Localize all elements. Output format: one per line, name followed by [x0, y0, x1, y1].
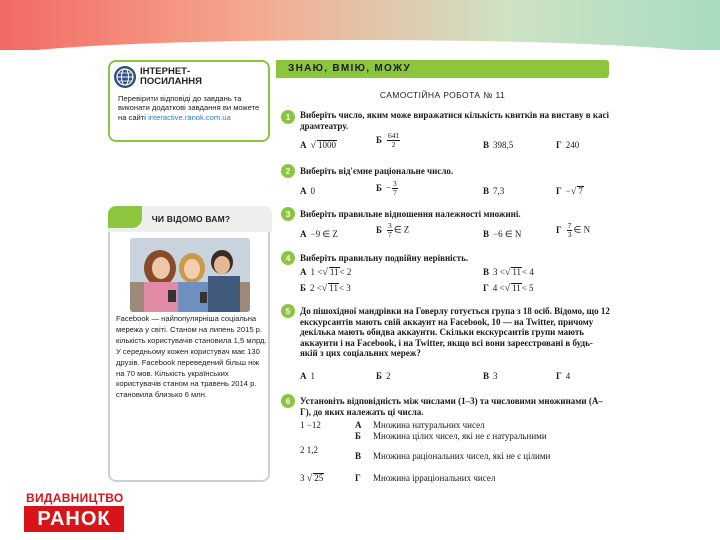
- inequality-right: < 4: [522, 267, 534, 277]
- fraction-numerator: 7: [567, 221, 572, 230]
- match-right-text: Множина ірраціональних чисел: [373, 473, 496, 483]
- option-letter: В: [483, 186, 490, 196]
- internet-links-description: Перевірити відповіді до завдань та виконати додаткові завдання ви можете на сайті: [118, 94, 260, 122]
- publisher-logo-top: ВИДАВНИЦТВО: [26, 491, 124, 505]
- did-you-know-box: [108, 206, 270, 482]
- match-left-number: 3: [300, 473, 305, 483]
- question-number: 6: [281, 394, 295, 408]
- match-right-text: Множина натуральних чисел: [373, 420, 485, 430]
- fraction-numerator: 641: [387, 131, 400, 140]
- option-letter: Б: [300, 283, 306, 293]
- answer-option: [483, 283, 534, 294]
- radical-sign: √: [322, 267, 328, 278]
- inequality-left: 2 <: [309, 283, 322, 293]
- answer-option: [376, 132, 401, 149]
- answer-option: [376, 371, 390, 381]
- option-letter: Б: [376, 371, 382, 381]
- option-value: 0: [310, 186, 315, 196]
- match-right-item: [355, 420, 610, 431]
- radical-sign: √: [504, 267, 511, 278]
- option-value: 7: [578, 186, 583, 196]
- option-letter: Г: [556, 186, 562, 196]
- question-number: 2: [281, 164, 295, 178]
- section-header-bar: [276, 60, 609, 78]
- option-letter: В: [483, 267, 490, 277]
- fraction-denominator: 3: [567, 230, 572, 239]
- option-letter: А: [300, 267, 307, 277]
- radicand: 11: [329, 283, 338, 293]
- option-letter: Г: [355, 473, 361, 483]
- radical-sign: √: [504, 283, 511, 294]
- question-number: 5: [281, 304, 295, 318]
- question-text: До пішохідної мандрівки на Говерлу готується група з 18 осіб. Відомо, що 12 екскурсантів мають свій аккаунт на Facebook, 10 — на Twitter, причому декілька мають обидва аккаунти. Скільки екскурсантів групи мають аккаунти і на Facebook, і на Twitter, якщо всі вони зареєстровані в будь-якій з цих соціальних мереж?: [300, 306, 610, 358]
- match-left-item: [300, 473, 324, 484]
- option-letter: В: [483, 229, 490, 239]
- radical-sign: √: [321, 283, 328, 294]
- question-number: 1: [281, 110, 295, 124]
- internet-links-box: [108, 60, 270, 142]
- option-value: 398,5: [493, 140, 514, 150]
- question-text: Виберіть від'ємне раціональне число.: [300, 166, 454, 176]
- answer-option: [300, 140, 337, 151]
- inequality-right: < 3: [338, 283, 351, 293]
- match-left-item: 2 1,2: [300, 445, 318, 455]
- option-letter: Б: [355, 431, 361, 441]
- question-text: Установіть відповідність між числами (1–3) та числовими множинами (А–Г), до яких належать ці числа.: [300, 396, 603, 417]
- option-value: 3: [493, 371, 498, 381]
- did-you-know-title: ЧИ ВІДОМО ВАМ?: [151, 214, 231, 224]
- option-suffix: ∈ Z: [393, 224, 410, 235]
- match-right-text: Множина раціональних чисел, які не є цілими: [373, 451, 551, 461]
- answer-option: [483, 229, 521, 240]
- option-letter: А: [355, 420, 362, 430]
- option-letter: Г: [556, 224, 562, 235]
- answer-option: [556, 140, 579, 150]
- answer-option: [556, 371, 570, 381]
- answer-option: [300, 371, 315, 381]
- question-number: 4: [281, 251, 295, 265]
- fraction: [567, 222, 573, 239]
- minus-sign: −: [385, 182, 392, 193]
- answer-option: [376, 180, 399, 197]
- answer-option: [300, 186, 315, 196]
- question-number: 3: [281, 207, 295, 221]
- option-value: 2: [385, 371, 391, 381]
- match-right-item: [355, 473, 610, 484]
- option-letter: Б: [376, 224, 382, 235]
- answer-option: [300, 229, 338, 240]
- fraction-denominator: 2: [391, 140, 396, 149]
- radical-sign: √: [570, 186, 577, 197]
- answer-option: [556, 222, 590, 239]
- option-suffix: ∈ N: [573, 224, 591, 235]
- fraction: [387, 132, 400, 149]
- answer-option: [483, 186, 504, 196]
- option-value: −6 ∈ N: [493, 229, 522, 239]
- radicand: 11: [329, 267, 339, 277]
- publisher-logo: [14, 486, 127, 534]
- publisher-logo-name: РАНОК: [24, 506, 124, 532]
- answer-option: [483, 267, 534, 278]
- fraction: [387, 222, 393, 239]
- did-you-know-text: Facebook — найпопулярніша соціальна мережа у світі. Станом на липень 2015 р. кількість користувачів становила 1,5 млрд. У середньому кожен користувач має 130 друзів. Facebook переведений більш ніж на 70 мов. Кількість українських користувачів станом на травень 2014 р. становила близько 6 млн.: [116, 314, 267, 400]
- answer-option: [300, 283, 351, 294]
- option-value: 1000: [318, 140, 336, 150]
- match-right-item: [355, 451, 610, 462]
- option-letter: Б: [376, 134, 382, 145]
- option-letter: А: [300, 371, 307, 381]
- section-title: ЗНАЮ, ВМІЮ, МОЖУ: [288, 63, 412, 74]
- radicand: 11: [512, 267, 522, 277]
- question-text: Виберіть число, яким може виражатися кількість квитків на виставу в касі драмтеатру.: [300, 110, 609, 131]
- option-letter: В: [483, 140, 490, 150]
- inequality-left: 4 <: [492, 283, 505, 293]
- option-letter: В: [355, 451, 362, 461]
- fraction-denominator: 7: [393, 188, 397, 197]
- inequality-left: 3 <: [493, 267, 505, 277]
- option-letter: Б: [376, 182, 382, 193]
- fraction-numerator: 3: [393, 179, 397, 188]
- question-text: Виберіть правильне відношення належності множині.: [300, 209, 521, 219]
- option-value: 7,3: [493, 186, 505, 196]
- match-right-text: Множина цілих чисел, які не є натуральними: [373, 431, 547, 441]
- fraction: [392, 180, 398, 197]
- inequality-right: < 5: [521, 283, 534, 293]
- option-letter: Г: [556, 371, 562, 381]
- inequality-right: < 2: [339, 267, 352, 277]
- option-value: 240: [565, 140, 580, 150]
- answer-option: [483, 140, 513, 150]
- answer-option: [556, 186, 584, 197]
- inequality-left: 1 <: [310, 267, 323, 277]
- fraction-denominator: 7: [387, 230, 392, 239]
- option-value: −9 ∈ Z: [310, 229, 338, 239]
- option-letter: В: [483, 371, 490, 381]
- radicand: 11: [512, 283, 521, 293]
- option-letter: Г: [483, 283, 489, 293]
- internet-links-title: ІНТЕРНЕТ- ПОСИЛАННЯ: [140, 66, 202, 87]
- students-photo: [130, 238, 250, 312]
- internet-links-text: [118, 94, 268, 122]
- question-text: Виберіть правильну подвійну нерівність.: [300, 253, 469, 263]
- option-letter: Г: [556, 140, 562, 150]
- answer-option: [483, 371, 498, 381]
- answer-option: [376, 222, 409, 239]
- answer-option: [300, 267, 351, 278]
- option-letter: А: [300, 186, 307, 196]
- match-left-item: 1 −12: [300, 420, 321, 430]
- option-letter: А: [300, 140, 307, 150]
- radical-sign: √: [310, 140, 316, 151]
- work-title: САМОСТІЙНА РОБОТА № 11: [379, 90, 506, 100]
- option-letter: А: [300, 229, 307, 239]
- match-right-item: [355, 431, 610, 442]
- option-value: 4: [565, 371, 571, 381]
- fraction-numerator: 3: [387, 221, 392, 230]
- internet-link[interactable]: interactive.ranok.com.ua: [148, 112, 231, 122]
- radicand: 25: [314, 473, 324, 483]
- globe-icon: [114, 66, 136, 88]
- minus-sign: −: [565, 186, 571, 196]
- option-value: 1: [310, 371, 315, 381]
- radical-sign: √: [306, 473, 313, 484]
